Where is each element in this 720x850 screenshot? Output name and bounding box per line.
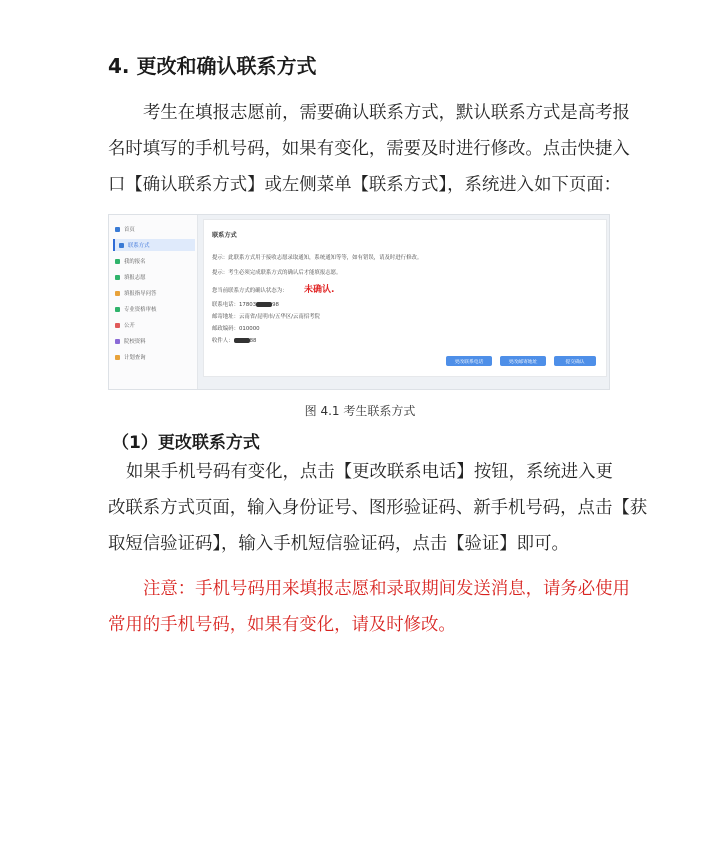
- redaction-mask: [234, 338, 250, 343]
- change-phone-button[interactable]: 更改联系电话: [446, 356, 492, 366]
- sidebar-item-faq[interactable]: 填报指导问答: [115, 287, 195, 299]
- intro-line: 名时填写的手机号码，如果有变化，需要及时进行修改。点击快捷入: [108, 139, 630, 159]
- intro-paragraph: [108, 95, 630, 203]
- note-paragraph: [108, 571, 630, 643]
- sidebar: [109, 215, 198, 389]
- redaction-mask: [256, 302, 272, 307]
- sidebar-item-public[interactable]: 公开: [115, 319, 195, 331]
- sidebar-item-qualification[interactable]: 专业资格审核: [115, 303, 195, 315]
- contact-icon: [119, 243, 124, 248]
- sidebar-item-home[interactable]: 首页: [115, 223, 195, 235]
- apply-icon: [115, 275, 120, 280]
- sidebar-item-contact[interactable]: 联系方式: [113, 239, 195, 251]
- qualification-icon: [115, 307, 120, 312]
- address-row: 邮寄地址：云南省/昆明市/五华区/云南招考院: [212, 314, 320, 320]
- faq-icon: [115, 291, 120, 296]
- status-label: 您当前联系方式的确认状态为：: [212, 288, 288, 294]
- intro-line: 考生在填报志愿前，需要确认联系方式，默认联系方式是高考报: [143, 103, 630, 123]
- sidebar-item-colleges[interactable]: 院校资料: [115, 335, 195, 347]
- home-icon: [115, 227, 120, 232]
- embedded-screenshot: [108, 214, 610, 390]
- section-heading: 4. 更改和确认联系方式: [108, 54, 317, 78]
- change-address-button[interactable]: 更改邮寄地址: [500, 356, 546, 366]
- contact-panel: [203, 219, 607, 377]
- phone-row: 联系电话：17803 98: [212, 302, 279, 308]
- change-paragraph: [108, 454, 648, 562]
- note-line: 常用的手机号码，如果有变化，请及时修改。: [108, 615, 456, 635]
- college-icon: [115, 339, 120, 344]
- sidebar-item-registration[interactable]: 我的报名: [115, 255, 195, 267]
- public-icon: [115, 323, 120, 328]
- postcode-row: 邮政编码：010000: [212, 326, 260, 332]
- change-line: 改联系方式页面，输入身份证号、图形验证码、新手机号码，点击【获: [108, 498, 648, 518]
- registration-icon: [115, 259, 120, 264]
- note-line: 注意：手机号码用来填报志愿和录取期间发送消息，请务必使用: [143, 579, 630, 599]
- plan-icon: [115, 355, 120, 360]
- intro-line: 口【确认联系方式】或左侧菜单【联系方式】，系统进入如下页面：: [108, 175, 622, 195]
- change-line: 取短信验证码】，输入手机短信验证码，点击【验证】即可。: [108, 534, 569, 554]
- sidebar-item-apply[interactable]: 填报志愿: [115, 271, 195, 283]
- status-value: 未确认.: [304, 285, 335, 295]
- tip-text: 提示：考生必须完成联系方式的确认后才能填报志愿。: [212, 270, 342, 276]
- change-line: 如果手机号码有变化，点击【更改联系电话】按钮，系统进入更: [126, 462, 613, 482]
- notice-text: 提示：此联系方式用于接收志愿录取通知，系统通知等等，如有错误，请及时进行修改。: [212, 255, 423, 261]
- figure-caption: 图 4.1 考生联系方式: [304, 404, 416, 418]
- submit-confirm-button[interactable]: 提交确认: [554, 356, 596, 366]
- panel-title: 联系方式: [212, 232, 237, 239]
- subheading: （1）更改联系方式: [112, 433, 260, 453]
- sidebar-item-plan[interactable]: 计划查询: [115, 351, 195, 363]
- recipient-row: 收件人： 88: [212, 338, 257, 344]
